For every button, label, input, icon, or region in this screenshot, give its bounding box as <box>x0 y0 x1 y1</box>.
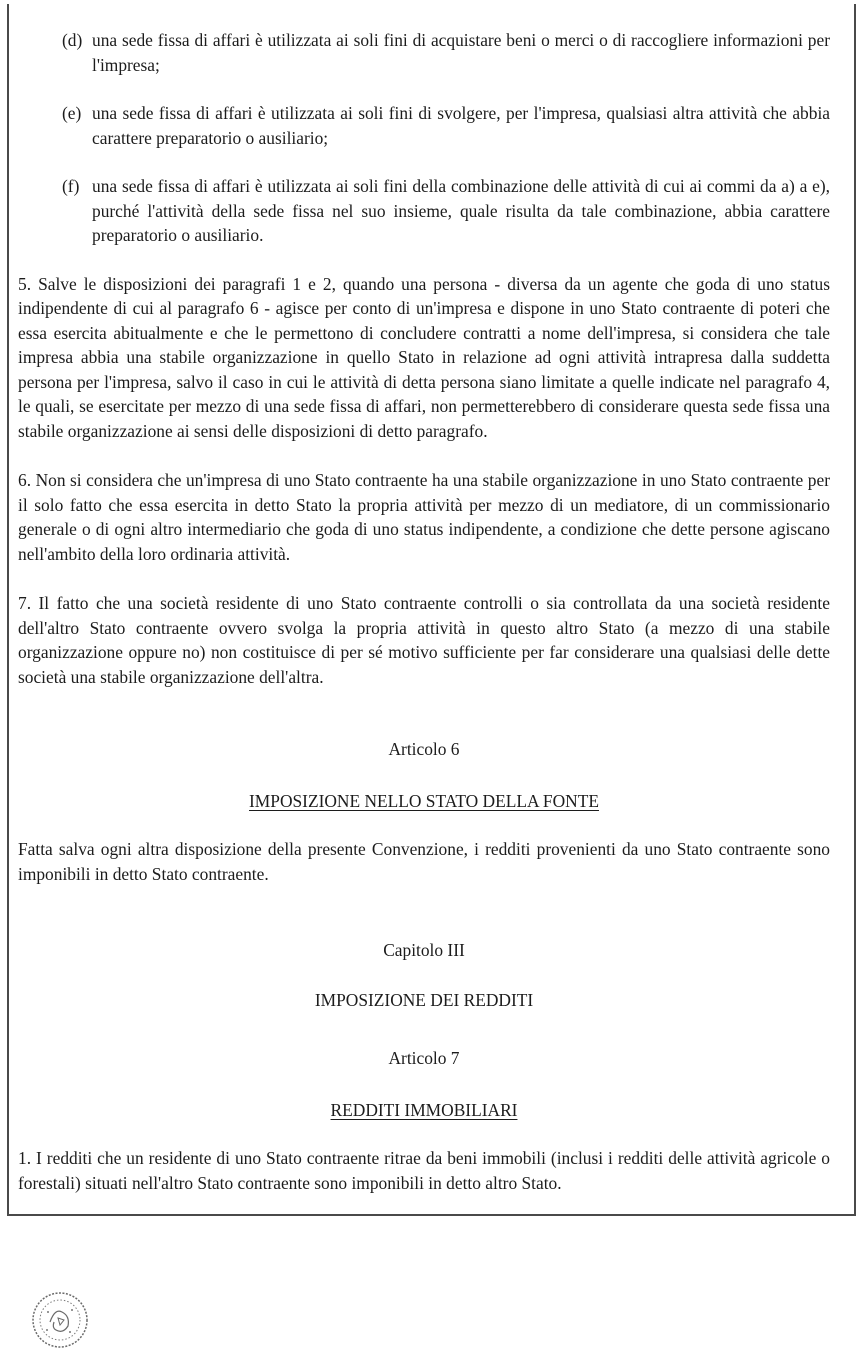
list-item-text: una sede fissa di affari è utilizzata ai soli fini di acquistare beni o merci o di raccogliere informazioni per l'impresa; <box>92 30 830 75</box>
chapter-3-title: Capitolo III <box>383 940 465 960</box>
official-seal-icon <box>30 1290 90 1350</box>
article-7-heading: REDDITI IMMOBILIARI <box>330 1099 518 1120</box>
paragraph-7: 7. Il fatto che una società residente di uno Stato contraente controlli o sia controllata da una società residente dell'altro Stato contraente ovvero svolga la propria attività in questo altro Stato (a mezzo di una stabile organizzazione oppure no) non costituisce di per sé motivo sufficiente per far considerare una qualsiasi delle dette società una stabile organizzazione dell'altra. <box>18 593 830 687</box>
article-6-title: Articolo 6 <box>388 739 460 759</box>
list-item-e <box>62 101 830 150</box>
article-6-text: Fatta salva ogni altra disposizione della presente Convenzione, i redditi provenienti da uno Stato contraente sono imponibili in detto Stato contraente. <box>18 839 830 884</box>
list-item-text: una sede fissa di affari è utilizzata ai soli fini della combinazione delle attività di cui ai commi da a) a e), purché l'attività della sede fissa nel suo insieme, quale risulta da tale combinazione, abbia carattere preparatorio o ausiliario. <box>92 176 830 245</box>
list-item-label: (e) <box>62 103 82 123</box>
list-item-f <box>62 174 830 248</box>
article-7-text: 1. I redditi che un residente di uno Stato contraente ritrae da beni immobili (inclusi i redditi delle attività agricole o forestali) situati nell'altro Stato contraente sono imponibili in detto altro Stato. <box>18 1148 830 1193</box>
paragraph-5: 5. Salve le disposizioni dei paragrafi 1 e 2, quando una persona - diversa da un agente che goda di uno status indipendente di cui al paragrafo 6 - agisce per conto di un'impresa e dispone in uno Stato contraente di poteri che essa esercita abitualmente e che le permettono di concludere contratti a nome dell'impresa, si considera che tale impresa abbia una stabile organizzazione in quello Stato in relazione ad ogni attività intrapresa dalla suddetta persona per l'impresa, salvo il caso in cui le attività di detta persona siano limitate a quelle indicate nel paragrafo 4, le quali, se esercitate per mezzo di una sede fissa di affari, non permetterebbero di considerare questa sede fissa una stabile organizzazione ai sensi delle disposizioni di detto paragrafo. <box>18 273 830 441</box>
article-6-heading: IMPOSIZIONE NELLO STATO DELLA FONTE <box>249 790 599 811</box>
list-item-label: (d) <box>62 30 83 50</box>
list-item-d <box>62 28 830 77</box>
document-body <box>18 28 830 1220</box>
chapter-3-heading: IMPOSIZIONE DEI REDDITI <box>314 989 534 1010</box>
list-item-label: (f) <box>62 176 80 196</box>
article-7-title: Articolo 7 <box>388 1048 460 1068</box>
list-item-text: una sede fissa di affari è utilizzata ai soli fini di svolgere, per l'impresa, qualsiasi altra attività che abbia carattere preparatorio o ausiliario; <box>92 103 830 148</box>
paragraph-6: 6. Non si considera che un'impresa di uno Stato contraente ha una stabile organizzazione in uno Stato contraente per il solo fatto che essa esercita in detto Stato la propria attività per mezzo di un mediatore, di un commissionario generale o di ogni altro intermediario che goda di uno status indipendente, a condizione che dette persone agiscano nell'ambito della loro ordinaria attività. <box>18 470 830 564</box>
